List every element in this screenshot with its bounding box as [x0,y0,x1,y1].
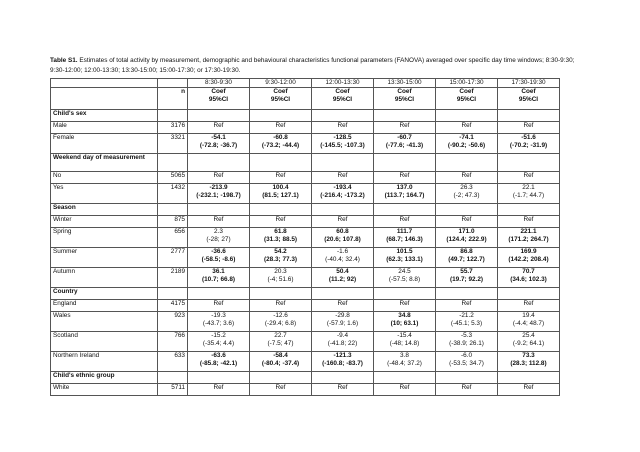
ref-cell: Ref [250,384,312,396]
estimate-cell [312,312,374,332]
empty-cell [158,204,188,216]
row-n: 2777 [158,248,188,268]
ci-value: (-1.7; 44.7) [512,191,545,199]
empty-cell [498,110,560,122]
row-label: Wales [51,312,158,332]
estimate-cell [498,134,560,154]
coef-value: -19.3 [211,312,226,319]
ci-value: (28.3; 112.8) [510,359,547,367]
header-coef-ci [312,88,374,110]
header-ci-label: 95%CI [270,95,291,103]
ref-cell: Ref [312,216,374,228]
coef-value: 54.2 [274,248,287,255]
empty-cell [374,204,436,216]
estimate-cell [436,134,498,154]
ci-value: (-4; 51.6) [267,275,294,283]
coef-value: -29.8 [335,312,350,319]
section-label: Child's ethnic group [51,372,158,384]
empty-cell [250,110,312,122]
ci-value: (-40.4; 32.4) [325,255,360,263]
header-ci-label: 95%CI [332,95,353,103]
coef-value: -74.1 [459,134,474,141]
ref-cell: Ref [188,384,250,396]
coef-value: 61.8 [274,228,287,235]
estimate-cell [188,312,250,332]
header-time-window: 15:00-17:30 [436,79,498,88]
row-label: Summer [51,248,158,268]
estimate-cell [250,184,312,204]
header-time-window: 12:00-13:30 [312,79,374,88]
section-label: Weekend day of measurement [51,154,158,172]
ci-value: (-28; 27) [206,235,231,243]
ci-value: (81.5; 127.1) [262,191,299,199]
coef-value: -6.0 [460,352,472,359]
caption-text: Estimates of total activity by measurement, demographic and behavioural characteristics functional parameters (FANOVA) averaged over specific day time windows; 8:30-9:30; 9:30-12:00; 12:00-13:30; 13:30-15:00; 15:00-17:30; or 17:30-19:30. [50,57,575,74]
header-time-window: 17:30-19:30 [498,79,560,88]
empty-cell [374,372,436,384]
header-coef-ci [188,88,250,110]
ci-value: (-77.6; -41.3) [385,141,424,149]
estimate-cell [498,184,560,204]
header-row-coef [51,88,560,110]
ci-value: (124.4; 222.9) [446,235,487,243]
section-row [51,372,560,384]
coef-value: -63.6 [211,352,226,359]
estimate-cell [374,332,436,352]
ci-value: (-58.5; -8.6) [201,255,236,263]
empty-cell [188,110,250,122]
coef-value: -1.6 [336,248,348,255]
row-label: England [51,300,158,312]
ref-cell: Ref [374,300,436,312]
ref-cell: Ref [188,122,250,134]
empty-cell [312,110,374,122]
header-ci-label: 95%CI [456,95,477,103]
empty-cell [498,154,560,172]
header-coef-label: Coef [211,88,226,95]
ref-cell: Ref [436,122,498,134]
estimate-cell [250,312,312,332]
ref-cell: Ref [250,122,312,134]
ci-value: (34.6; 102.3) [510,275,547,283]
header-ci-label: 95%CI [518,95,539,103]
ci-value: (-73.2; -44.4) [261,141,300,149]
ci-value: (-38.9; 26.1) [449,339,484,347]
ci-value: (28.3; 77.3) [263,255,298,263]
header-empty-cell [51,79,158,88]
coef-value: 24.5 [398,268,411,275]
empty-cell [158,154,188,172]
row-n: 3321 [158,134,188,154]
coef-value: -5.3 [460,332,472,339]
row-label: Female [51,134,158,154]
row-label: Spring [51,228,158,248]
header-time-window: 8:30-9:30 [188,79,250,88]
row-n: 2189 [158,268,188,288]
empty-cell [498,288,560,300]
table-row [51,384,560,396]
empty-cell [158,110,188,122]
empty-cell [250,288,312,300]
empty-cell [374,288,436,300]
row-label: White [51,384,158,396]
ref-cell: Ref [188,300,250,312]
coef-value: 3.8 [400,352,409,359]
table-row [51,300,560,312]
empty-cell [158,288,188,300]
coef-value: 26.3 [460,184,473,191]
header-empty-cell [51,88,158,110]
header-coef-label: Coef [459,88,474,95]
coef-value: 101.5 [396,248,413,255]
row-n: 656 [158,228,188,248]
ci-value: (-145.5; -107.3) [320,141,365,149]
coef-value: 20.3 [274,268,287,275]
ci-value: (-70.2; -31.9) [509,141,548,149]
header-time-window: 9:30-12:00 [250,79,312,88]
row-n: 923 [158,312,188,332]
ci-value: (-2; 47.3) [453,191,480,199]
estimate-cell [312,184,374,204]
coef-value: -21.2 [459,312,474,319]
empty-cell [158,372,188,384]
estimate-cell [436,312,498,332]
coef-value: -213.9 [209,184,228,191]
coef-value: 111.7 [396,228,413,235]
empty-cell [188,372,250,384]
estimate-cell [374,268,436,288]
estimate-cell [374,228,436,248]
ref-cell: Ref [498,216,560,228]
row-label: Yes [51,184,158,204]
coef-value: -12.6 [273,312,288,319]
empty-cell [312,372,374,384]
header-n: n [158,88,188,110]
ci-value: (-90.2; -50.6) [447,141,486,149]
ci-value: (-29.4; 6.8) [264,319,297,327]
ref-cell: Ref [436,216,498,228]
estimate-cell [436,228,498,248]
caption-label: Table S1. [50,57,78,64]
section-label: Country [51,288,158,300]
coef-value: 169.9 [520,248,537,255]
header-coef-ci [436,88,498,110]
coef-value: -60.7 [397,134,412,141]
ci-value: (-216.4; -173.2) [320,191,365,199]
estimate-cell [374,312,436,332]
section-row [51,154,560,172]
ci-value: (-57.9; 1.6) [326,319,359,327]
coef-value: 100.4 [272,184,289,191]
coef-value: -58.4 [273,352,288,359]
ref-cell: Ref [188,216,250,228]
estimate-cell [250,352,312,372]
ref-cell: Ref [436,384,498,396]
row-label: Winter [51,216,158,228]
ci-value: (-232.1; -198.7) [196,191,241,199]
ci-value: (-85.8; -42.1) [199,359,238,367]
coef-value: 137.0 [396,184,413,191]
ci-value: (49.7; 122.7) [448,255,485,263]
section-row [51,204,560,216]
header-coef-ci [250,88,312,110]
section-row [51,288,560,300]
coef-value: -54.1 [211,134,226,141]
estimate-cell [498,228,560,248]
ref-cell: Ref [436,172,498,184]
empty-cell [188,288,250,300]
ci-value: (-43.7; 3.6) [202,319,235,327]
estimate-cell [436,248,498,268]
ci-value: (31.3; 88.5) [263,235,298,243]
estimate-cell [312,352,374,372]
table-row [51,332,560,352]
estimate-cell [250,228,312,248]
estimate-cell [498,352,560,372]
ci-value: (-45.1; 5.3) [450,319,483,327]
empty-cell [312,288,374,300]
ref-cell: Ref [498,122,560,134]
ci-value: (171.2; 264.7) [508,235,549,243]
ref-cell: Ref [498,172,560,184]
coef-value: -121.3 [333,352,352,359]
ref-cell: Ref [250,172,312,184]
ref-cell: Ref [374,122,436,134]
coef-value: -36.6 [211,248,226,255]
table-row [51,312,560,332]
estimate-cell [498,248,560,268]
ref-cell: Ref [312,172,374,184]
row-label: No [51,172,158,184]
row-n: 3176 [158,122,188,134]
coef-value: 73.3 [522,352,535,359]
header-time-window: 13:30-15:00 [374,79,436,88]
ref-cell: Ref [188,172,250,184]
table-row [51,228,560,248]
estimate-cell [374,352,436,372]
header-coef-label: Coef [273,88,288,95]
empty-cell [436,288,498,300]
section-row [51,110,560,122]
header-empty-cell [158,79,188,88]
header-row-time-windows [51,79,560,88]
row-n: 4175 [158,300,188,312]
estimate-cell [498,332,560,352]
row-label: Scotland [51,332,158,352]
estimate-cell [374,184,436,204]
ref-cell: Ref [374,216,436,228]
ci-value: (-72.8; -36.7) [199,141,238,149]
empty-cell [250,372,312,384]
row-n: 766 [158,332,188,352]
coef-value: 50.4 [336,268,349,275]
ref-cell: Ref [250,300,312,312]
ci-value: (19.7; 92.2) [449,275,484,283]
ref-cell: Ref [312,122,374,134]
coef-value: 86.8 [460,248,473,255]
ref-cell: Ref [374,172,436,184]
estimate-cell [188,134,250,154]
table-caption [50,56,590,76]
ci-value: (10.7; 66.8) [201,275,236,283]
table-row [51,216,560,228]
coef-value: 60.8 [336,228,349,235]
header-coef-label: Coef [335,88,350,95]
coef-value: 171.0 [458,228,475,235]
empty-cell [498,372,560,384]
estimate-cell [188,248,250,268]
ref-cell: Ref [374,384,436,396]
empty-cell [436,372,498,384]
estimate-cell [374,134,436,154]
ci-value: (68.7; 146.3) [386,235,423,243]
coef-value: -15.4 [397,332,412,339]
coef-value: 25.4 [522,332,535,339]
row-label: Autumn [51,268,158,288]
ci-value: (-35.4; 4.4) [202,339,235,347]
empty-cell [436,204,498,216]
header-coef-label: Coef [397,88,412,95]
ci-value: (11.2; 92) [328,275,357,283]
ref-cell: Ref [312,384,374,396]
empty-cell [374,110,436,122]
coef-value: -15.2 [211,332,226,339]
coef-value: 34.8 [398,312,411,319]
row-n: 1432 [158,184,188,204]
estimate-cell [188,352,250,372]
coef-value: 36.1 [212,268,225,275]
ref-cell: Ref [498,300,560,312]
estimate-cell [250,248,312,268]
ci-value: (142.2; 208.4) [508,255,549,263]
estimate-cell [436,352,498,372]
header-coef-ci [498,88,560,110]
estimate-cell [312,228,374,248]
coef-value: -128.5 [333,134,352,141]
row-label: Male [51,122,158,134]
estimate-cell [312,248,374,268]
table-row [51,184,560,204]
estimate-cell [188,332,250,352]
empty-cell [312,204,374,216]
ref-cell: Ref [436,300,498,312]
ci-value: (-9.2; 64.1) [512,339,545,347]
header-ci-label: 95%CI [208,95,229,103]
estimate-cell [188,184,250,204]
section-label: Season [51,204,158,216]
empty-cell [250,204,312,216]
estimate-cell [250,134,312,154]
ci-value: (-7.5; 47) [267,339,294,347]
ref-cell: Ref [250,216,312,228]
ci-value: (-4.4; 48.7) [512,319,545,327]
coef-value: 221.1 [520,228,537,235]
empty-cell [498,204,560,216]
header-coef-label: Coef [521,88,536,95]
table-row [51,352,560,372]
header-coef-ci [374,88,436,110]
coef-value: -51.6 [521,134,536,141]
ci-value: (-48; 14.8) [389,339,420,347]
ci-value: (113.7; 164.7) [384,191,425,199]
estimate-cell [312,268,374,288]
estimate-cell [498,312,560,332]
estimate-cell [250,268,312,288]
coef-value: -60.8 [273,134,288,141]
row-n: 633 [158,352,188,372]
table-row [51,248,560,268]
ref-cell: Ref [498,384,560,396]
ci-value: (-160.8; -83.7) [322,359,363,367]
row-label: Northern Ireland [51,352,158,372]
estimate-cell [188,268,250,288]
estimate-cell [498,268,560,288]
estimate-cell [188,228,250,248]
ci-value: (20.6; 107.8) [324,235,361,243]
coef-value: 22.1 [522,184,535,191]
coef-value: 22.7 [274,332,287,339]
row-n: 5711 [158,384,188,396]
table-row [51,134,560,154]
ref-cell: Ref [312,300,374,312]
ci-value: (-57.5; 8.8) [388,275,421,283]
empty-cell [188,154,250,172]
estimate-cell [312,134,374,154]
table-row [51,268,560,288]
coef-value: 70.7 [522,268,535,275]
estimate-cell [436,268,498,288]
empty-cell [188,204,250,216]
estimate-cell [374,248,436,268]
header-ci-label: 95%CI [394,95,415,103]
empty-cell [250,154,312,172]
ci-value: (-53.5; 34.7) [449,359,484,367]
estimate-cell [312,332,374,352]
estimate-cell [436,184,498,204]
empty-cell [312,154,374,172]
ci-value: (62.3; 133.1) [386,255,423,263]
empty-cell [374,154,436,172]
row-n: 875 [158,216,188,228]
coef-value: 2.3 [214,228,223,235]
ci-value: (-80.4; -37.4) [261,359,300,367]
ci-value: (10; 63.1) [390,319,419,327]
estimate-cell [436,332,498,352]
table-body [51,79,560,396]
ci-value: (-48.4; 37.2) [387,359,422,367]
results-table [50,78,560,396]
coef-value: -9.4 [336,332,348,339]
ci-value: (-41.8; 22) [327,339,358,347]
section-label: Child's sex [51,110,158,122]
table-row [51,172,560,184]
empty-cell [436,154,498,172]
table-row [51,122,560,134]
estimate-cell [250,332,312,352]
coef-value: 55.7 [460,268,473,275]
coef-value: -193.4 [333,184,352,191]
empty-cell [436,110,498,122]
row-n: 5065 [158,172,188,184]
coef-value: 19.4 [522,312,535,319]
